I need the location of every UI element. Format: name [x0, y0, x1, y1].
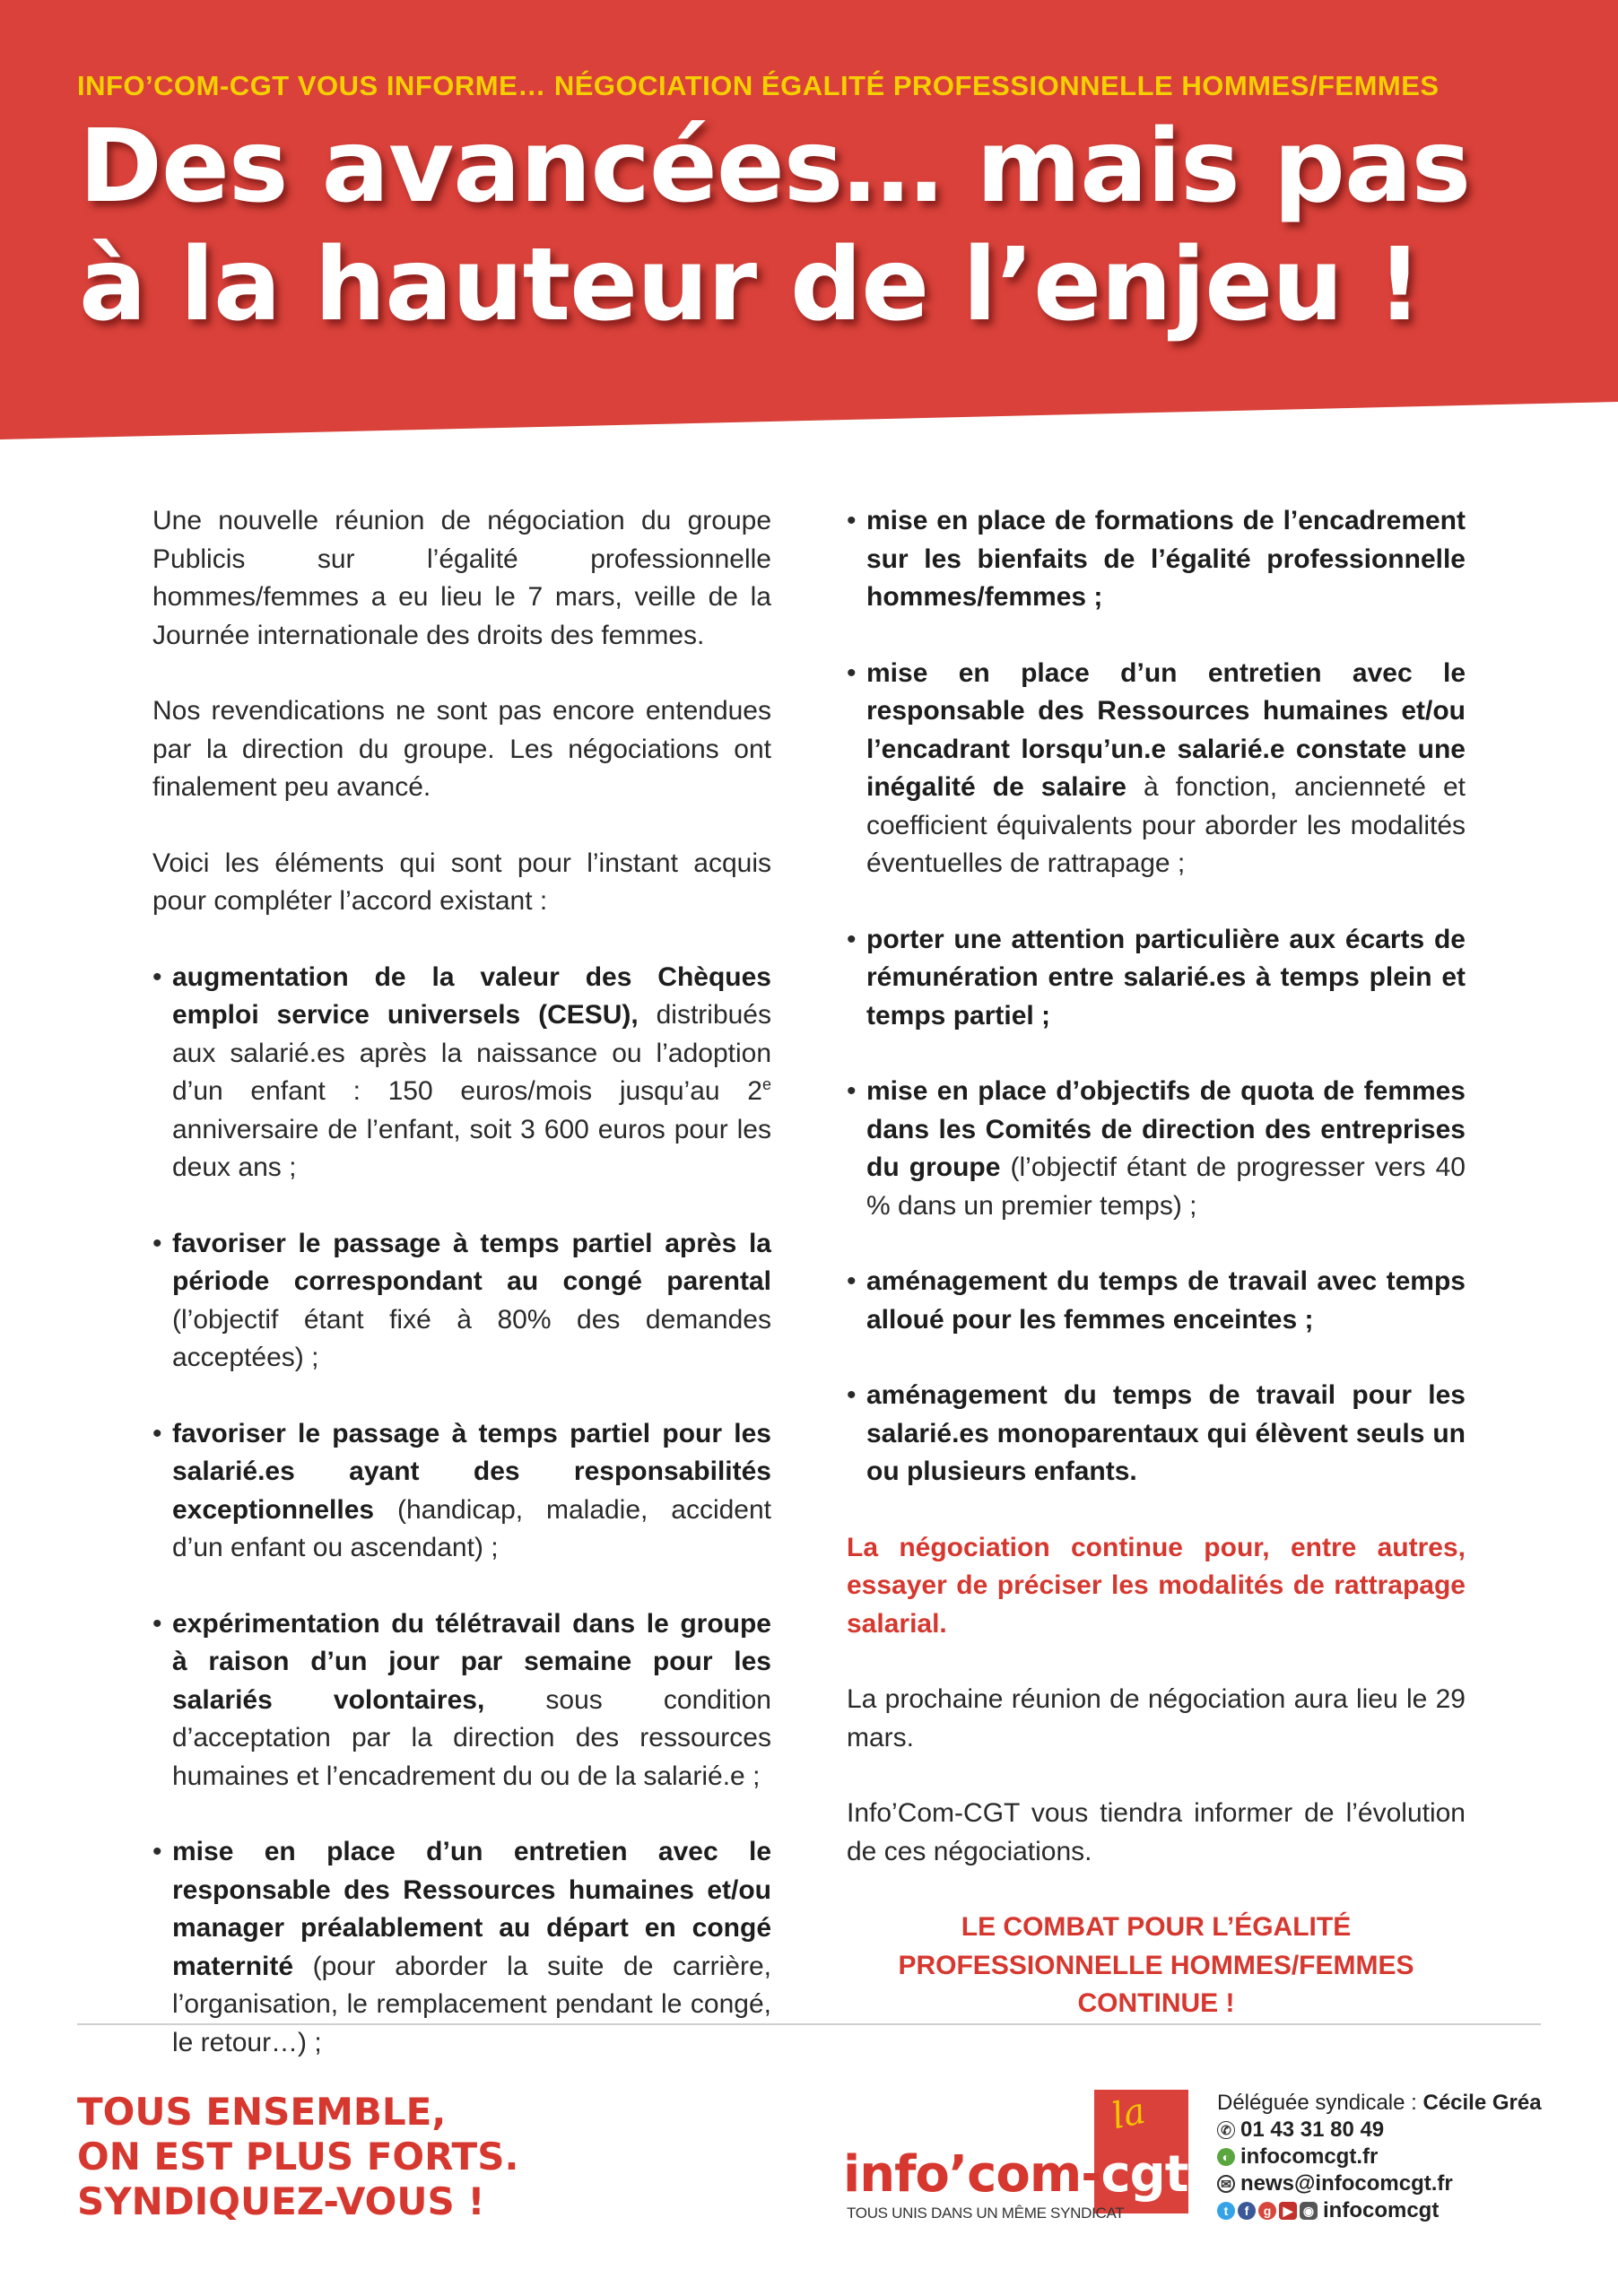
logo-tagline: TOUS UNIS DANS UN MÊME SYNDICAT — [847, 2205, 1125, 2222]
youtube-icon[interactable]: ▶ — [1279, 2202, 1297, 2220]
bullet-icon: • — [152, 961, 162, 992]
intro-paragraph-1: Une nouvelle réunion de négociation du groupe Publicis sur l’égalité professionnelle hommes/femmes a eu lieu le 7 mars, veille de la Journée internationale des droits des femmes. — [152, 506, 771, 650]
footer-slogan: TOUS ENSEMBLE, ON EST PLUS FORTS. SYNDIQUEZ-VOUS ! — [77, 2090, 519, 2223]
list-item: • mise en place d’un entretien avec le responsable des Ressources humaines et/ou manager préalablement au départ en congé maternité (pour aborder la suite de carrière, l’organisation, le remplacement pendant le congé, le retour…) ; — [152, 1833, 771, 2062]
bullet-icon: • — [847, 1266, 857, 1296]
facebook-icon[interactable]: f — [1238, 2202, 1256, 2220]
list-item: • mise en place d’objectifs de quota de femmes dans les Comités de direction des entreprises du groupe (l’objectif étant de progresser vers 40 % dans un premier temps) ; — [847, 1073, 1466, 1225]
phone-icon: ✆ — [1217, 2121, 1235, 2139]
delegate-name: Cécile Gréa — [1422, 2091, 1542, 2115]
bullet-icon: • — [847, 1380, 857, 1410]
left-bullet-list — [152, 959, 771, 2063]
footer-divider — [77, 2023, 1541, 2025]
list-item: • mise en place d’un entretien avec le responsable des Ressources humaines et/ou l’encadrant lorsqu’un.e salarié.e constate une inégalité de salaire à fonction, ancienneté et coefficient équivalents pour aborder les modalités éventuelles de rattrapage ; — [847, 655, 1466, 883]
bullet-icon: • — [847, 924, 857, 954]
web-icon: ◐ — [1217, 2148, 1235, 2166]
left-column — [152, 502, 771, 2100]
headline-line-1: Des avancées… mais pas — [79, 109, 1471, 225]
inform-paragraph: Info’Com-CGT vous tiendra informer de l’évolution de ces négociations. — [847, 1798, 1466, 1866]
bullet-icon: • — [152, 1837, 162, 1866]
social-handle[interactable]: infocomcgt — [1323, 2198, 1440, 2222]
headline-line-2: à la hauteur de l’enjeu ! — [79, 227, 1422, 344]
social-line[interactable] — [1217, 2197, 1576, 2224]
next-meeting-paragraph: La prochaine réunion de négociation aura lieu le 29 mars. — [847, 1684, 1466, 1752]
headline — [79, 108, 1586, 344]
right-column — [847, 502, 1466, 2061]
bullet-icon: • — [847, 657, 857, 688]
right-bullet-list — [847, 502, 1466, 1492]
infocom-cgt-logo — [843, 2090, 1202, 2224]
bullet-icon: • — [847, 1076, 857, 1106]
bullet-icon: • — [152, 1418, 162, 1448]
googleplus-icon[interactable]: g — [1258, 2202, 1276, 2220]
list-item: • aménagement du temps de travail avec temps alloué pour les femmes enceintes ; — [847, 1263, 1466, 1339]
bullet-icon: • — [152, 1228, 162, 1258]
email-line[interactable] — [1217, 2170, 1576, 2197]
intro-paragraph-3: Voici les éléments qui sont pour l’instant acquis pour compléter l’accord existant : — [152, 848, 771, 916]
website-line[interactable] — [1217, 2144, 1576, 2170]
highlight-paragraph: La négociation continue pour, entre autres, essayer de préciser les modalités de rattrapage salarial. — [847, 1532, 1466, 1639]
list-item: • expérimentation du télétravail dans le groupe à raison d’un jour par semaine pour les salariés volontaires, sous condition d’acceptation par la direction des ressources humaines et l’encadrement du ou de la salarié.e ; — [152, 1605, 771, 1796]
intro-paragraph-2: Nos revendications ne sont pas encore entendues par la direction du groupe. Les négociations ont finalement peu avancé. — [152, 696, 771, 802]
closing-statement: LE COMBAT POUR L’ÉGALITÉ PROFESSIONNELLE HOMMES/FEMMES CONTINUE ! — [898, 1912, 1414, 2018]
list-item: • aménagement du temps de travail pour les salarié.es monoparentaux qui élèvent seuls un ou plusieurs enfants. — [847, 1377, 1466, 1492]
twitter-icon[interactable]: t — [1217, 2202, 1235, 2220]
list-item: • porter une attention particulière aux écarts de rémunération entre salarié.es à temps plein et temps partiel ; — [847, 921, 1466, 1036]
bullet-icon: • — [152, 1608, 162, 1639]
bullet-icon: • — [847, 506, 857, 535]
phone-line: ✆ 01 43 31 80 49 — [1217, 2117, 1576, 2144]
contact-block — [1217, 2090, 1576, 2224]
logo-wordmark: info’com-cgt — [843, 2145, 1188, 2204]
instagram-icon[interactable]: ◉ — [1300, 2202, 1318, 2220]
list-item: • mise en place de formations de l’encadrement sur les bienfaits de l’égalité professionnelle hommes/femmes ; — [847, 502, 1466, 617]
list-item: • favoriser le passage à temps partiel après la période correspondant au congé parental (l’objectif étant fixé à 80% des demandes acceptées) ; — [152, 1225, 771, 1378]
delegate-line: Déléguée syndicale : Cécile Gréa — [1217, 2091, 1542, 2115]
email-link[interactable]: news@infocomcgt.fr — [1240, 2171, 1453, 2196]
header-kicker: INFO’COM-CGT VOUS INFORME… NÉGOCIATION ÉGALITÉ PROFESSIONNELLE HOMMES/FEMMES — [77, 70, 1440, 101]
list-item: • favoriser le passage à temps partiel pour les salarié.es ayant des responsabilités exceptionnelles (handicap, maladie, accident d’un enfant ou ascendant) ; — [152, 1415, 771, 1568]
logo-la-text: la — [1108, 2090, 1150, 2138]
mail-icon: ✉ — [1217, 2175, 1235, 2193]
list-item: • augmentation de la valeur des Chèques emploi service universels (CESU), distribués aux salarié.es après la naissance ou l’adoption d’un enfant : 150 euros/mois jusqu’au 2e anniversaire de l’enfant, soit 3 600 euros pour les deux ans ; — [152, 959, 771, 1187]
website-link[interactable]: infocomcgt.fr — [1240, 2144, 1379, 2169]
